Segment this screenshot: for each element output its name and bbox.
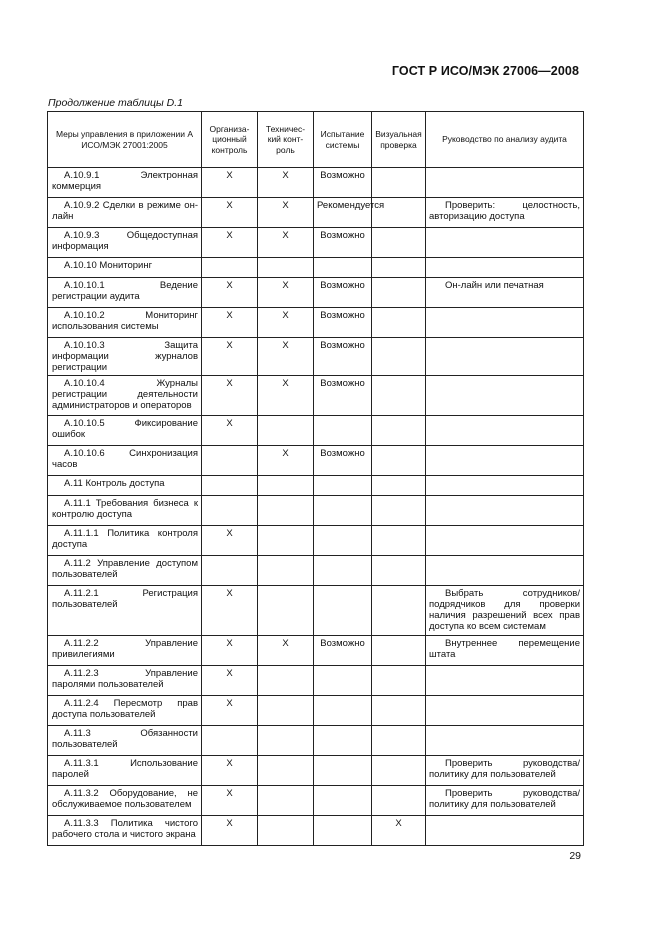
- table-row: [48, 726, 584, 756]
- audit-guidance-cell: [426, 416, 584, 446]
- table-header-row: [48, 112, 584, 168]
- visual-check-mark: [372, 168, 426, 198]
- table-row: [48, 308, 584, 338]
- organizational-mark: Х: [202, 816, 258, 846]
- audit-guidance-cell: [426, 556, 584, 586]
- system-test-cell: Возможно: [314, 278, 372, 308]
- technical-mark: [258, 666, 314, 696]
- control-cell: А.11 Контроль доступа: [48, 476, 202, 496]
- system-test-cell: [314, 666, 372, 696]
- organizational-mark: [202, 446, 258, 476]
- system-test-cell: [314, 526, 372, 556]
- technical-mark: [258, 816, 314, 846]
- table-row: [48, 786, 584, 816]
- visual-check-mark: Х: [372, 816, 426, 846]
- system-test-cell: [314, 756, 372, 786]
- technical-mark: [258, 756, 314, 786]
- control-cell: А.11.1 Требования бизнеса к контролю доступа: [48, 496, 202, 526]
- audit-guidance-cell: [426, 816, 584, 846]
- audit-guidance-cell: [426, 726, 584, 756]
- technical-mark: Х: [258, 168, 314, 198]
- visual-check-mark: [372, 278, 426, 308]
- table-row: [48, 636, 584, 666]
- organizational-mark: Х: [202, 168, 258, 198]
- table-row: [48, 476, 584, 496]
- control-cell: А.10.10.1 Ведение регистрации аудита: [48, 278, 202, 308]
- control-cell: А.11.2.2 Управление привилегиями: [48, 636, 202, 666]
- technical-mark: [258, 476, 314, 496]
- visual-check-mark: [372, 726, 426, 756]
- control-cell: А.11.2.1 Регистрация пользователей: [48, 586, 202, 636]
- technical-mark: [258, 416, 314, 446]
- audit-guidance-cell: [426, 666, 584, 696]
- organizational-mark: Х: [202, 526, 258, 556]
- visual-check-mark: [372, 666, 426, 696]
- visual-check-mark: [372, 526, 426, 556]
- technical-mark: Х: [258, 308, 314, 338]
- system-test-cell: Возможно: [314, 308, 372, 338]
- control-cell: А.10.10 Мониторинг: [48, 258, 202, 278]
- organizational-mark: [202, 476, 258, 496]
- system-test-cell: [314, 696, 372, 726]
- table-row: [48, 416, 584, 446]
- system-test-cell: [314, 476, 372, 496]
- table-caption: Продолжение таблицы D.1: [48, 97, 183, 109]
- system-test-cell: Возможно: [314, 228, 372, 258]
- audit-guidance-cell: Он-лайн или печатная: [426, 278, 584, 308]
- table-row: [48, 376, 584, 416]
- table-row: [48, 816, 584, 846]
- control-cell: А.11.1.1 Политика контроля доступа: [48, 526, 202, 556]
- organizational-mark: [202, 726, 258, 756]
- audit-guidance-cell: Выбрать сотрудников/подрядчиков для проверки наличия разрешений всех прав доступа ко всем системам: [426, 586, 584, 636]
- audit-guidance-cell: [426, 476, 584, 496]
- technical-mark: [258, 258, 314, 278]
- system-test-cell: Возможно: [314, 338, 372, 376]
- technical-mark: [258, 726, 314, 756]
- control-cell: А.11.2.4 Пересмотр прав доступа пользователей: [48, 696, 202, 726]
- table-row: [48, 338, 584, 376]
- technical-mark: Х: [258, 228, 314, 258]
- visual-check-mark: [372, 446, 426, 476]
- col-header-controls: Меры управления в приложении А ИСО/МЭК 27001:2005: [48, 112, 202, 168]
- technical-mark: Х: [258, 198, 314, 228]
- control-cell: А.10.10.2 Мониторинг использования системы: [48, 308, 202, 338]
- table-row: [48, 446, 584, 476]
- audit-guidance-cell: [426, 228, 584, 258]
- audit-guidance-cell: Внутреннее перемещение штата: [426, 636, 584, 666]
- system-test-cell: [314, 816, 372, 846]
- visual-check-mark: [372, 496, 426, 526]
- visual-check-mark: [372, 258, 426, 278]
- technical-mark: Х: [258, 278, 314, 308]
- audit-guidance-cell: Проверить руководства/политику для пользователей: [426, 786, 584, 816]
- organizational-mark: Х: [202, 338, 258, 376]
- control-cell: А.10.10.4 Журналы регистрации деятельности администраторов и операторов: [48, 376, 202, 416]
- system-test-cell: [314, 556, 372, 586]
- audit-table: [47, 111, 584, 846]
- system-test-cell: Возможно: [314, 168, 372, 198]
- organizational-mark: Х: [202, 586, 258, 636]
- visual-check-mark: [372, 786, 426, 816]
- organizational-mark: Х: [202, 198, 258, 228]
- system-test-cell: [314, 726, 372, 756]
- control-cell: А.11.3 Обязанности пользователей: [48, 726, 202, 756]
- visual-check-mark: [372, 636, 426, 666]
- audit-guidance-cell: Проверить: целостность, авторизацию доступа: [426, 198, 584, 228]
- col-header-audit-guidance: Руководство по анализу аудита: [426, 112, 584, 168]
- organizational-mark: Х: [202, 416, 258, 446]
- organizational-mark: Х: [202, 696, 258, 726]
- control-cell: А.11.2.3 Управление паролями пользователей: [48, 666, 202, 696]
- organizational-mark: [202, 556, 258, 586]
- table-row: [48, 526, 584, 556]
- document-header: ГОСТ Р ИСО/МЭК 27006—2008: [391, 64, 579, 78]
- table-row: [48, 228, 584, 258]
- organizational-mark: Х: [202, 786, 258, 816]
- table-row: [48, 756, 584, 786]
- col-header-visual-check: Визуальная проверка: [372, 112, 426, 168]
- audit-guidance-cell: [426, 526, 584, 556]
- control-cell: А.10.9.2 Сделки в режиме он-лайн: [48, 198, 202, 228]
- organizational-mark: Х: [202, 666, 258, 696]
- control-cell: А.11.3.2 Оборудование, не обслуживаемое пользователем: [48, 786, 202, 816]
- audit-guidance-cell: [426, 446, 584, 476]
- system-test-cell: Возможно: [314, 446, 372, 476]
- control-cell: А.11.3.3 Политика чистого рабочего стола и чистого экрана: [48, 816, 202, 846]
- organizational-mark: [202, 496, 258, 526]
- system-test-cell: [314, 258, 372, 278]
- system-test-cell: Возможно: [314, 376, 372, 416]
- table-row: [48, 586, 584, 636]
- organizational-mark: [202, 258, 258, 278]
- visual-check-mark: [372, 696, 426, 726]
- technical-mark: Х: [258, 636, 314, 666]
- control-cell: А.11.3.1 Использование паролей: [48, 756, 202, 786]
- system-test-cell: [314, 416, 372, 446]
- visual-check-mark: [372, 476, 426, 496]
- table-row: [48, 496, 584, 526]
- audit-guidance-cell: [426, 376, 584, 416]
- control-cell: А.10.10.3 Защита информации журналов регистрации: [48, 338, 202, 376]
- audit-guidance-cell: [426, 496, 584, 526]
- technical-mark: [258, 696, 314, 726]
- technical-mark: [258, 526, 314, 556]
- audit-guidance-cell: [426, 338, 584, 376]
- table-row: [48, 198, 584, 228]
- system-test-cell: Рекомендуется: [314, 198, 372, 228]
- table-row: [48, 168, 584, 198]
- visual-check-mark: [372, 308, 426, 338]
- table-row: [48, 556, 584, 586]
- audit-guidance-cell: [426, 696, 584, 726]
- technical-mark: [258, 496, 314, 526]
- col-header-organizational: Организа-ционный контроль: [202, 112, 258, 168]
- organizational-mark: Х: [202, 636, 258, 666]
- visual-check-mark: [372, 756, 426, 786]
- control-cell: А.11.2 Управление доступом пользователей: [48, 556, 202, 586]
- table-row: [48, 666, 584, 696]
- audit-guidance-cell: [426, 168, 584, 198]
- control-cell: А.10.9.1 Электронная коммерция: [48, 168, 202, 198]
- audit-guidance-cell: Проверить руководства/политику для пользователей: [426, 756, 584, 786]
- system-test-cell: Возможно: [314, 636, 372, 666]
- control-cell: А.10.9.3 Общедоступная информация: [48, 228, 202, 258]
- page-number: 29: [569, 850, 581, 862]
- visual-check-mark: [372, 416, 426, 446]
- organizational-mark: Х: [202, 228, 258, 258]
- visual-check-mark: [372, 586, 426, 636]
- audit-guidance-cell: [426, 258, 584, 278]
- table-row: [48, 278, 584, 308]
- organizational-mark: Х: [202, 756, 258, 786]
- system-test-cell: [314, 496, 372, 526]
- visual-check-mark: [372, 376, 426, 416]
- technical-mark: Х: [258, 376, 314, 416]
- visual-check-mark: [372, 338, 426, 376]
- col-header-technical: Техничес-кий конт-роль: [258, 112, 314, 168]
- system-test-cell: [314, 586, 372, 636]
- col-header-system-test: Испытание системы: [314, 112, 372, 168]
- organizational-mark: Х: [202, 376, 258, 416]
- organizational-mark: Х: [202, 308, 258, 338]
- table-row: [48, 258, 584, 278]
- system-test-cell: [314, 786, 372, 816]
- organizational-mark: Х: [202, 278, 258, 308]
- technical-mark: Х: [258, 338, 314, 376]
- table-row: [48, 696, 584, 726]
- visual-check-mark: [372, 228, 426, 258]
- technical-mark: [258, 586, 314, 636]
- control-cell: А.10.10.5 Фиксирование ошибок: [48, 416, 202, 446]
- technical-mark: Х: [258, 446, 314, 476]
- audit-guidance-cell: [426, 308, 584, 338]
- visual-check-mark: [372, 556, 426, 586]
- control-cell: А.10.10.6 Синхронизация часов: [48, 446, 202, 476]
- technical-mark: [258, 786, 314, 816]
- technical-mark: [258, 556, 314, 586]
